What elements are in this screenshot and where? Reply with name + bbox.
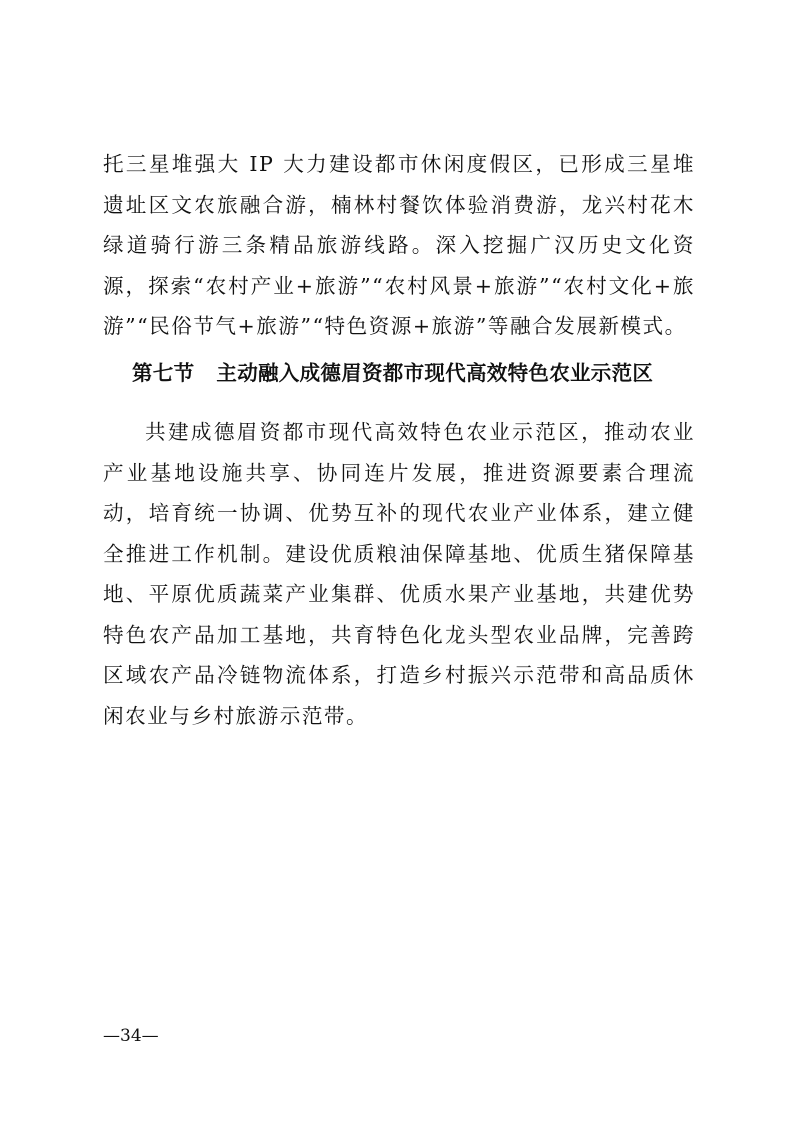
- section-number: 第七节: [132, 361, 195, 385]
- section-title: 主动融入成德眉资都市现代高效特色农业示范区: [216, 361, 654, 385]
- section-heading: [132, 358, 653, 388]
- body-paragraph: 共建成德眉资都市现代高效特色农业示范区，推动农业产业基地设施共享、协同连片发展，推进资源要素合理流动，培育统一协调、优势互补的现代农业产业体系，建立健全推进工作机制。建设优质粮油保障基地、优质生猪保障基地、平原优质蔬菜产业集群、优质水果产业基地，共建优势特色农产品加工基地，共育特色化龙头型农业品牌，完善跨区域农产品冷链物流体系，打造乡村振兴示范带和高品质休闲农业与乡村旅游示范带。: [103, 420, 695, 728]
- page-number: —34—: [103, 1026, 159, 1046]
- body-paragraph: 托三星堆强大 IP 大力建设都市休闲度假区，已形成三星堆遗址区文农旅融合游，楠林村餐饮体验消费游，龙兴村花木绿道骑行游三条精品旅游线路。深入挖掘广汉历史文化资源，探索“农村产业+旅游”“农村风景+旅游”“农村文化+旅游”“民俗节气+旅游”“特色资源+旅游”等融合发展新模式。: [103, 152, 695, 338]
